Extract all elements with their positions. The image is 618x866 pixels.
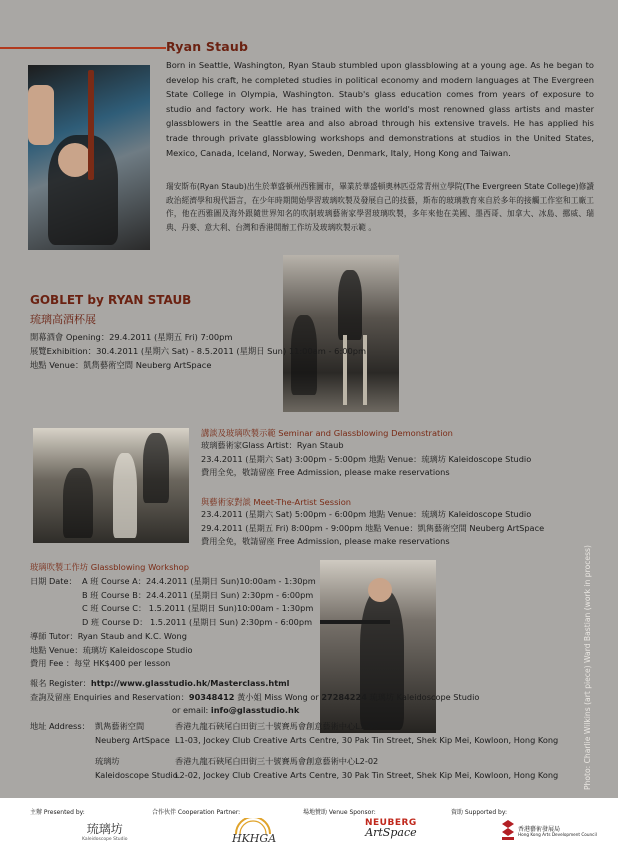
enquiry-contact-1: 黃小姐 Miss Wong or xyxy=(234,691,322,702)
exhibition-venue: 地點 Venue：凱雋藝術空間 Neuberg ArtSpace xyxy=(30,360,212,370)
hkhga-logo: HKHGA xyxy=(228,818,278,848)
workshop-fee: 費用 Fee ：每堂 HK$400 per lesson xyxy=(30,658,171,669)
address-venue-1-name xyxy=(95,720,170,747)
artist-photo xyxy=(28,65,150,250)
enquiry-label: 查詢及留座 Enquiries and Reservation： xyxy=(30,691,189,702)
workshop-tutor: 導師 Tutor：Ryan Staub and K.C. Wong xyxy=(30,631,187,641)
workshop-heading: 玻璃吹製工作坊 Glassblowing Workshop xyxy=(30,562,190,572)
artist-bio-en: Born in Seattle, Washington, Ryan Staub stumbled upon glassblowing at a young age. As he began to develop his craft, he completed studies in political economy and modern languages at The Evergreen State College in Olympia, Washington. Staub's glass education comes from years of exposure to studio and factory work. He has trained with the world's most renowned glass artists and master glassblowers in the Seattle area and also abroad through his extensive travels. He has applied his trade through private glassblowing workshops and demonstrations at studios in the United States, Mexico, Canada, Iceland, Norway, Sweden, Denmark, Italy, Hong Kong and Taiwan. xyxy=(166,60,594,158)
register-link[interactable]: http://www.glasstudio.hk/Masterclass.html xyxy=(90,678,290,688)
workshop-date-label: 日期 Date： xyxy=(30,576,77,586)
hkadc-emblem-icon xyxy=(500,820,516,842)
seminar-line: 玻璃藝術家Glass Artist：Ryan Staub xyxy=(201,440,344,450)
artist-bio-zh: 瑞安斯布(Ryan Staub)出生於華盛頓州西雅圖市，畢業於華盛頓奧林匹亞常青州立學院(The Evergreen State College)修讀政治經濟學和現代語言，在少年時期開始學習玻璃吹製及發展自己的技藝，斯布的玻璃教育來自於多年的接觸工作室和工廠工作，他在西雅圖及海外跟隨世界知名的吹制玻璃藝術家學習玻璃吹製，多年來他在美國、墨西哥、加拿大、冰島、挪威、瑞典、丹麥、意大利、台灣和香港開辦工作坊及玻璃吹製示範 。 xyxy=(166,182,594,232)
seminar-line: 23.4.2011 (星期六 Sat) 3:00pm - 5:00pm 地點 Venue：琉璃坊 Kaleidoscope Studio xyxy=(201,453,532,464)
address-venue-1 xyxy=(175,720,558,747)
venue-name-zh: 琉璃坊 xyxy=(95,756,120,766)
workshop-details xyxy=(30,630,310,671)
exhibition-title: GOBLET by RYAN STAUB xyxy=(30,293,192,307)
presented-by-label: 主辦 Presented by: xyxy=(30,809,85,816)
venue-address-en: L1-03, Jockey Club Creative Arts Centre, 30 Pak Tin Street, Shek Kip Mei, Kowloon, Hong Kong xyxy=(175,734,559,745)
address-label: 地址 Address： xyxy=(30,721,90,731)
enquiry-phone-2[interactable]: 27284224 xyxy=(321,691,367,702)
course-item: B 班 Course B：24.4.2011 (星期日 Sun) 2:30pm - 6:00pm xyxy=(82,589,314,600)
venue-name-en: Kaleidoscope Studio xyxy=(95,769,178,780)
course-item: D 班 Course D： 1.5.2011 (星期日 Sun) 2:30pm - 6:00pm xyxy=(82,617,313,628)
seminar-section xyxy=(201,427,601,480)
workshop-venue: 地點 Venue：琉璃坊 Kaleidoscope Studio xyxy=(30,644,193,655)
seminar-heading: 講談及玻璃吹製示範 Seminar and Glassblowing Demonstration xyxy=(201,428,453,438)
partner-label: 合作伙伴 Cooperation Partner: xyxy=(152,809,241,816)
footer: 主辦 Presented by: 合作伙伴 Cooperation Partner: 場地贊助 Venue Sponsor: 資助 Supported by: 琉璃坊 Kaleidoscope Studio HKHGA NEUBERG ArtSpace 香港藝術發展局 Hong Kong Arts Development Council xyxy=(0,798,618,866)
meet-artist-line: 23.4.2011 (星期六 Sat) 5:00pm - 6:00pm 地點 Venue：琉璃坊 Kaleidoscope Studio xyxy=(201,509,532,519)
email-link[interactable]: info@glasstudio.hk xyxy=(210,705,300,716)
meet-artist-line: 29.4.2011 (星期五 Fri) 8:00pm - 9:00pm 地點 Venue：凱雋藝術空間 Neuberg ArtSpace xyxy=(201,522,545,533)
course-item: C 班 Course C： 1.5.2011 (星期日 Sun)10:00am - 1:30pm xyxy=(82,603,314,614)
venue-address-en: L2-02, Jockey Club Creative Arts Centre, 30 Pak Tin Street, Shek Kip Mei, Kowloon, Hong Kong xyxy=(175,769,559,780)
exhibition-dates: 展覽Exhibition：30.4.2011 (星期六 Sat) - 8.5.2011 (星期日 Sun) 11:00am - 6:00pm xyxy=(30,346,367,356)
photo-credit: Photo: Charlie Wilkins (art piece) Ward Bastian (work in process) xyxy=(583,545,592,790)
register-section xyxy=(30,677,590,718)
enquiry-contact-2: 琉璃坊 Kaleidoscope Studio xyxy=(366,691,480,702)
meet-artist-line: 費用全免，敬請留座 Free Admission, please make reservations xyxy=(201,536,450,547)
venue-sponsor-label: 場地贊助 Venue Sponsor: xyxy=(303,809,376,816)
workshop-courses xyxy=(82,575,322,630)
artist-name: Ryan Staub xyxy=(166,39,249,54)
register-label: 報名 Register： xyxy=(30,678,91,688)
address-venue-2-name xyxy=(95,755,178,782)
exhibition-info xyxy=(30,330,390,372)
header-rule xyxy=(0,47,166,49)
meet-artist-section xyxy=(201,496,601,549)
exhibition-title-zh: 琉璃高酒杯展 xyxy=(30,313,96,326)
seminar-line: 費用全免，敬請留座 Free Admission, please make reservations xyxy=(201,467,450,478)
venue-name-zh: 凱雋藝術空間 xyxy=(95,721,145,731)
enquiry-phone-1[interactable]: 90348412 xyxy=(188,691,235,702)
exhibition-opening: 開幕酒會 Opening：29.4.2011 (星期五 Fri) 7:00pm xyxy=(30,332,233,342)
venue-name-en: Neuberg ArtSpace xyxy=(95,734,170,745)
venue-address-zh: 香港九龍石硤尾白田街三十號賽馬會創意藝術中心L2-02 xyxy=(175,756,379,766)
address-venue-2 xyxy=(175,755,558,782)
demonstration-photo xyxy=(33,428,189,543)
kaleidoscope-logo: 琉璃坊 Kaleidoscope Studio xyxy=(82,822,128,842)
course-item: A 班 Course A：24.4.2011 (星期日 Sun)10:00am - 1:30pm xyxy=(82,576,316,586)
supported-by-label: 資助 Supported by: xyxy=(451,809,507,816)
venue-address-zh: 香港九龍石硤尾白田街三十號賽馬會創意藝術中心L1-03 xyxy=(175,721,379,731)
email-label: or email: xyxy=(172,705,211,716)
neuberg-logo: NEUBERG ArtSpace xyxy=(365,818,417,839)
meet-artist-heading: 與藝術家對談 Meet-The-Artist Session xyxy=(201,497,352,507)
